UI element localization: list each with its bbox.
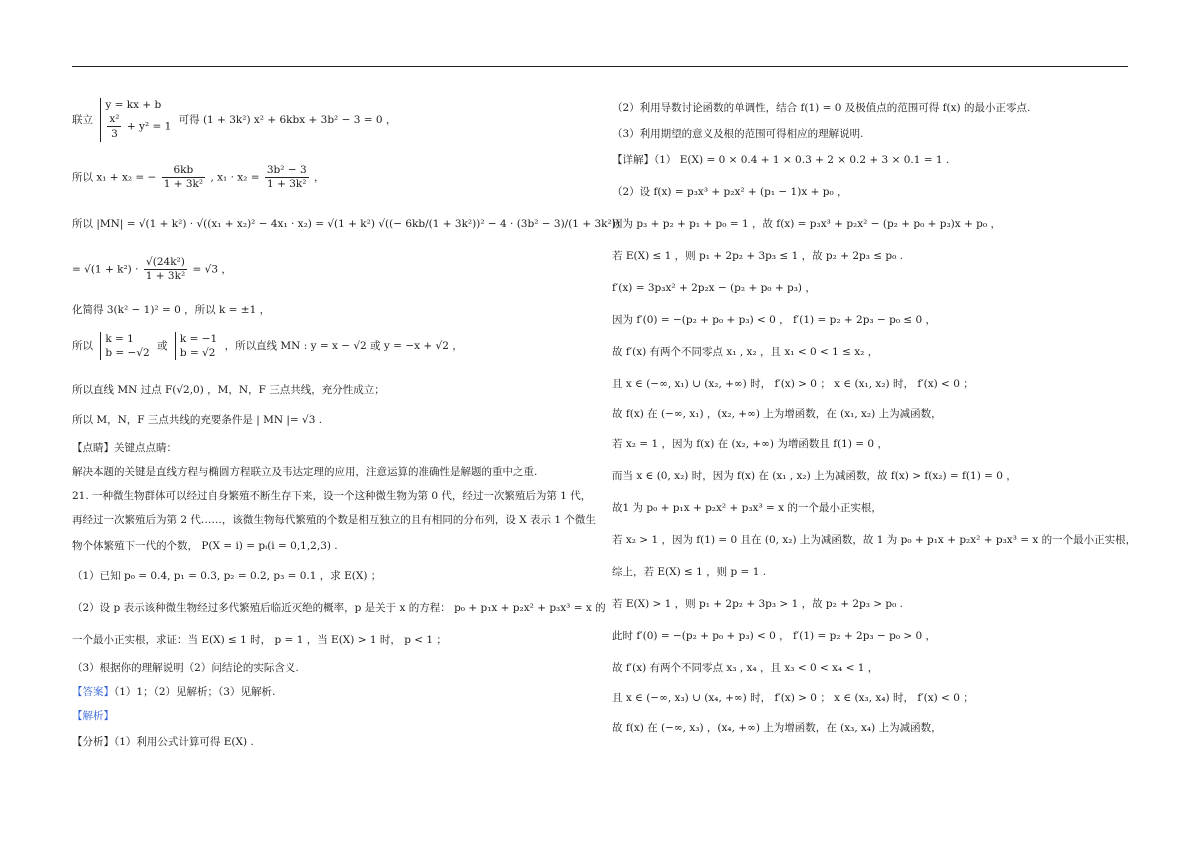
text-line: 且 x ∈ (−∞, x₃) ∪ (x₄, +∞) 时， f′(x) > 0 ； x ∈ (x₃, x₄) 时， f′(x) < 0 ；	[612, 692, 974, 704]
text-line: 若 x₂ > 1 ，因为 f(1) = 0 且在 (0, x₂) 上为减函数，故 1 为 p₀ + p₁x + p₂x² + p₃x³ = x 的一个最小正实根，	[612, 534, 1137, 546]
equation: 可得 (1 + 3k²) x² + 6kbx + 3b² − 3 = 0 ，	[178, 113, 397, 126]
text-line: 解决本题的关键是直线方程与椭圆方程联立及韦达定理的应用，注意运算的准确性是解题的重中之重.	[72, 466, 538, 478]
text-line: 且 x ∈ (−∞, x₁) ∪ (x₂, +∞) 时， f′(x) > 0 ； x ∈ (x₁, x₂) 时， f′(x) < 0 ；	[612, 378, 974, 390]
fraction: $\frac{\text{x²}}{3}$	[109, 113, 120, 141]
case-system: k = −1 b = √2	[175, 332, 217, 360]
analysis-label: 【解析】	[72, 710, 114, 722]
text-line: 【分析】（1）利用公式计算可得 E(X) .	[72, 736, 254, 748]
problem-title: 21. 一种微生物群体可以经过自身繁殖不断生存下来，设一个这种微生物为第 0 代，经过一次繁殖后为第 1 代，	[72, 490, 592, 502]
simplify-line: 化简得 3(k² − 1)² = 0 ，所以 k = ±1 ，	[72, 304, 271, 316]
text-line: （2）设 f(x) = p₃x³ + p₂x² + (p₁ − 1)x + p₀ ，	[612, 186, 848, 198]
cases-line: 所以 k = 1 b = −√2 或 k = −1 b = √2 ，所以直线 MN : y = x − √2 或 y = −x + √2 ，	[72, 333, 463, 360]
text-line: 综上，若 E(X) ≤ 1 ，则 p = 1 .	[612, 566, 767, 578]
text-line: 因为 p₃ + p₂ + p₁ + p₀ = 1 ，故 f(x) = p₃x³ + p₂x² − (p₂ + p₀ + p₃)x + p₀ ，	[612, 218, 1001, 230]
text-line: 若 E(X) ≤ 1 ，则 p₁ + 2p₂ + 3p₃ ≤ 1 ，故 p₂ + 2p₃ ≤ p₀ .	[612, 250, 904, 262]
text-line: 故1 为 p₀ + p₁x + p₂x² + p₃x³ = x 的一个最小正实根，	[612, 502, 882, 514]
equation: + y² = 1	[126, 120, 172, 133]
text-line: 而当 x ∈ (0, x₂) 时，因为 f(x) 在 (x₁ , x₂) 上为减函数，故 f(x) > f(x₂) = f(1) = 0 ，	[612, 470, 1017, 482]
text-line: f′(x) = 3p₃x² + 2p₂x − (p₂ + p₀ + p₃) ，	[612, 282, 816, 294]
equation: y = kx + b	[105, 99, 162, 111]
text-line: （3）利用期望的意义及根的范围可得相应的理解说明.	[612, 128, 864, 140]
equation-system	[100, 98, 171, 142]
text-line: 所以 M，N，F 三点共线的充要条件是 | MN |= √3 .	[72, 414, 323, 426]
header-rule	[72, 66, 1128, 67]
fraction: $\frac{\text{√(24k²)}}{\text{1 + 3k²}}$	[145, 256, 186, 283]
text-line: 若 x₂ = 1 ，因为 f(x) 在 (x₂, +∞) 为增函数且 f(1) = 0 ，	[612, 438, 888, 450]
text-line: 物个体繁殖下一代的个数， P(X = i) = pᵢ(i = 0,1,2,3) .	[72, 540, 338, 552]
text-line: （2）利用导数讨论函数的单调性，结合 f(1) = 0 及极值点的范围可得 f(x) 的最小正零点.	[612, 102, 1031, 114]
answer-label: 【答案】	[72, 686, 114, 698]
text-line: 故 f′(x) 有两个不同零点 x₃ , x₄ ，且 x₃ < 0 < x₄ < 1 ，	[612, 662, 879, 674]
case-system: k = 1 b = −√2	[100, 332, 149, 360]
text-line: （3）根据你的理解说明（2）问结论的实际含义.	[72, 662, 299, 674]
mn-length-line: 所以 |MN| = √(1 + k²) · √((x₁ + x₂)² − 4x₁ · x₂) = √(1 + k²) √((− 6kb/(1 + 3k²))² − 4 · (3b² − 3)/(1 + 3k²))	[72, 218, 620, 230]
text-line: 一个最小正实根，求证：当 E(X) ≤ 1 时， p = 1 ，当 E(X) > 1 时， p < 1 ；	[72, 634, 447, 646]
text-line: 因为 f′(0) = −(p₂ + p₀ + p₃) < 0 ， f′(1) = p₂ + 2p₃ − p₀ ≤ 0 ，	[612, 314, 937, 326]
text-line: 【点睛】关键点点睛：	[72, 442, 177, 454]
text-line: 再经过一次繁殖后为第 2 代……，该微生物每代繁殖的个数是相互独立的且有相同的分布列，设 X 表示 1 个微生	[72, 514, 596, 526]
text-line: 若 E(X) > 1 ，则 p₁ + 2p₂ + 3p₃ > 1 ，故 p₂ + 2p₃ > p₀ .	[612, 598, 904, 610]
text-line: 此时 f′(0) = −(p₂ + p₀ + p₃) < 0 ， f′(1) = p₂ + 2p₃ − p₀ > 0 ，	[612, 630, 937, 642]
text-line: （2）设 p 表示该种微生物经过多代繁殖后临近灭绝的概率，p 是关于 x 的方程： p₀ + p₁x + p₂x² + p₃x³ = x 的	[72, 602, 606, 614]
text: 联立	[72, 113, 93, 126]
mn-result-line: = √(1 + k²) · $\frac{\text{√(24k²)}}{\text{1 + 3k²}}$ = √3 ，	[72, 256, 232, 283]
text-line: （1）已知 p₀ = 0.4, p₁ = 0.3, p₂ = 0.2, p₃ = 0.1 ，求 E(X) ；	[72, 570, 382, 582]
text-line: 故 f(x) 在 (−∞, x₁) ，(x₂, +∞) 上为增函数，在 (x₁, x₂) 上为减函数，	[612, 408, 942, 420]
text-line: 所以直线 MN 过点 F(√2,0) ，M，N，F 三点共线，充分性成立；	[72, 384, 385, 396]
answer-line: 【答案】（1）1；（2）见解析；（3）见解析.	[72, 686, 276, 698]
text-line: 故 f′(x) 有两个不同零点 x₁ , x₂ ，且 x₁ < 0 < 1 ≤ x₂ ，	[612, 346, 879, 358]
system-line	[72, 98, 396, 142]
text-line: 【详解】（1） E(X) = 0 × 0.4 + 1 × 0.3 + 2 × 0.2 + 3 × 0.1 = 1 .	[612, 154, 950, 166]
vieta-line: 所以 x₁ + x₂ = − $\frac{6kb}{\text{1 + 3k²}}$ , x₁ · x₂ = $\frac{\text{3b² − 3}}{\text{1 + 3k²}}$ ，	[72, 164, 325, 191]
text-line: 故 f(x) 在 (−∞, x₃) ，(x₄, +∞) 上为增函数，在 (x₃, x₄) 上为减函数，	[612, 722, 942, 734]
fraction: $\frac{6kb}{\text{1 + 3k²}}$	[163, 164, 204, 191]
fraction: $\frac{\text{3b² − 3}}{\text{1 + 3k²}}$	[266, 164, 307, 191]
